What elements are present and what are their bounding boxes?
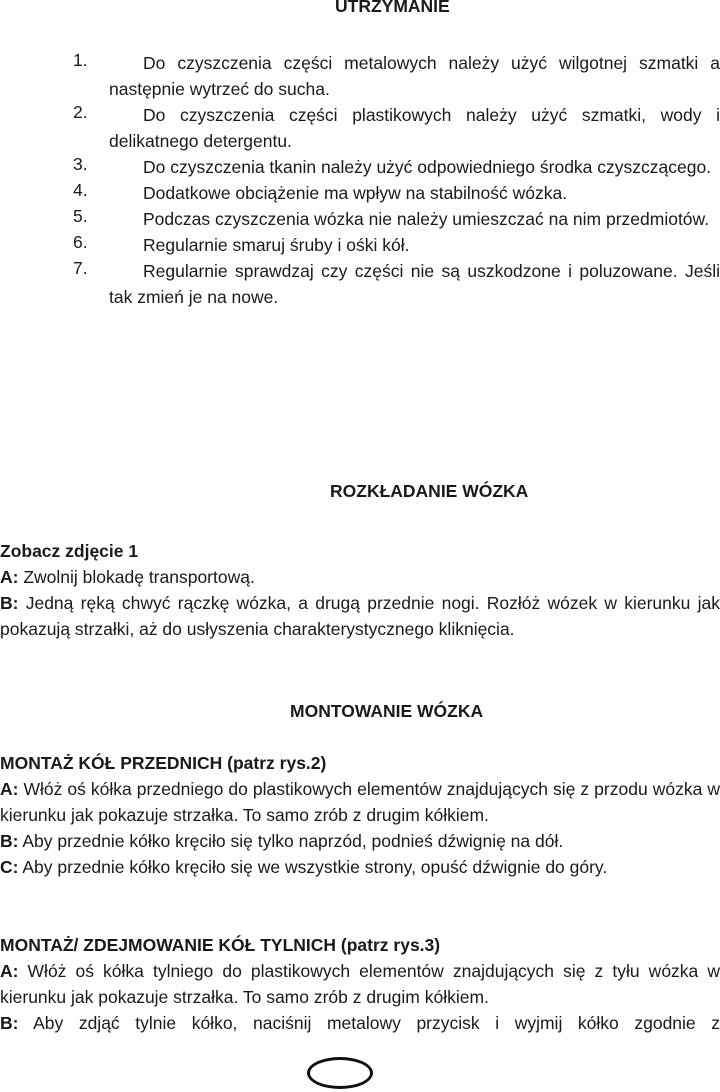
section-title: MONTAŻ/ ZDEJMOWANIE KÓŁ TYLNICH (patrz rys.3)	[0, 935, 441, 955]
item-text: Dodatkowe obciążenie ma wpływ na stabilność wózka.	[143, 183, 568, 203]
section-front-wheels	[0, 750, 720, 880]
item-number: 6.	[73, 232, 88, 252]
step-paragraph	[0, 828, 720, 854]
heading-unfolding: ROZKŁADANIE WÓZKA	[330, 481, 529, 501]
list-item	[0, 180, 720, 206]
item-text: Regularnie sprawdzaj czy części nie są uszkodzone i poluzowane. Jeśli tak zmień je na nowe.	[109, 261, 720, 307]
step-text: Włóż oś kółka przedniego do plastikowych elementów znajdujących się z przodu wózka w kierunku jak pokazuje strzałka. To samo zrób z drugim kółkiem.	[0, 779, 720, 825]
item-number: 5.	[73, 206, 88, 226]
heading-maintenance: UTRZYMANIE	[335, 0, 450, 16]
item-number: 1.	[73, 50, 88, 70]
item-text: Podczas czyszczenia wózka nie należy umieszczać na nim przedmiotów.	[143, 209, 710, 229]
item-number: 2.	[73, 102, 88, 122]
step-text: Włóż oś kółka tylniego do plastikowych elementów znajdujących się z tyłu wózka w kierunku jak pokazuje strzałka. To samo zrób z drugim kółkiem.	[0, 961, 720, 1007]
section-unfolding	[0, 538, 720, 642]
item-text: Regularnie smaruj śruby i ośki kół.	[143, 235, 410, 255]
step-text: Aby zdjąć tylnie kółko, naciśnij metalowy przycisk i wyjmij kółko zgodnie z	[18, 1013, 720, 1033]
step-paragraph	[0, 958, 720, 1010]
section-title: MONTAŻ KÓŁ PRZEDNICH (patrz rys.2)	[0, 753, 327, 773]
list-item	[0, 50, 720, 102]
step-label: A:	[0, 779, 19, 799]
step-text: Aby przednie kółko kręciło się tylko naprzód, podnieś dźwignię na dół.	[18, 831, 564, 851]
item-text: Do czyszczenia tkanin należy użyć odpowiedniego środka czyszczącego.	[143, 157, 712, 177]
list-item	[0, 154, 720, 180]
step-text: Jedną ręką chwyć rączkę wózka, a drugą przednie nogi. Rozłóż wózek w kierunku jak pokazują strzałki, aż do usłyszenia charakterystycznego kliknięcia.	[0, 593, 720, 639]
item-text: Do czyszczenia części metalowych należy użyć wilgotnej szmatki a następnie wytrzeć do sucha.	[109, 53, 720, 99]
item-text: Do czyszczenia części plastikowych należy użyć szmatki, wody i delikatnego detergentu.	[109, 105, 720, 151]
item-number: 3.	[73, 154, 88, 174]
step-paragraph	[0, 854, 720, 880]
heading-assembly: MONTOWANIE WÓZKA	[290, 701, 484, 721]
step-text: Aby przednie kółko kręciło się we wszystkie strony, opuść dźwignie do góry.	[18, 857, 608, 877]
step-paragraph	[0, 564, 720, 590]
list-item	[0, 102, 720, 154]
list-item	[0, 258, 720, 310]
step-paragraph	[0, 1010, 720, 1036]
list-item	[0, 206, 720, 232]
item-number: 4.	[73, 180, 88, 200]
list-item	[0, 232, 720, 258]
step-paragraph	[0, 776, 720, 828]
step-paragraph	[0, 590, 720, 642]
maintenance-list	[0, 50, 720, 310]
step-label: B:	[0, 593, 19, 613]
section-title: Zobacz zdjęcie 1	[0, 541, 139, 561]
step-label: C:	[0, 857, 19, 877]
step-label: B:	[0, 1013, 19, 1033]
step-label: A:	[0, 961, 19, 981]
item-number: 7.	[73, 258, 88, 278]
page-number-oval	[307, 1057, 373, 1089]
step-text: Zwolnij blokadę transportową.	[18, 567, 255, 587]
section-rear-wheels	[0, 932, 720, 1036]
step-label: B:	[0, 831, 19, 851]
step-label: A:	[0, 567, 19, 587]
